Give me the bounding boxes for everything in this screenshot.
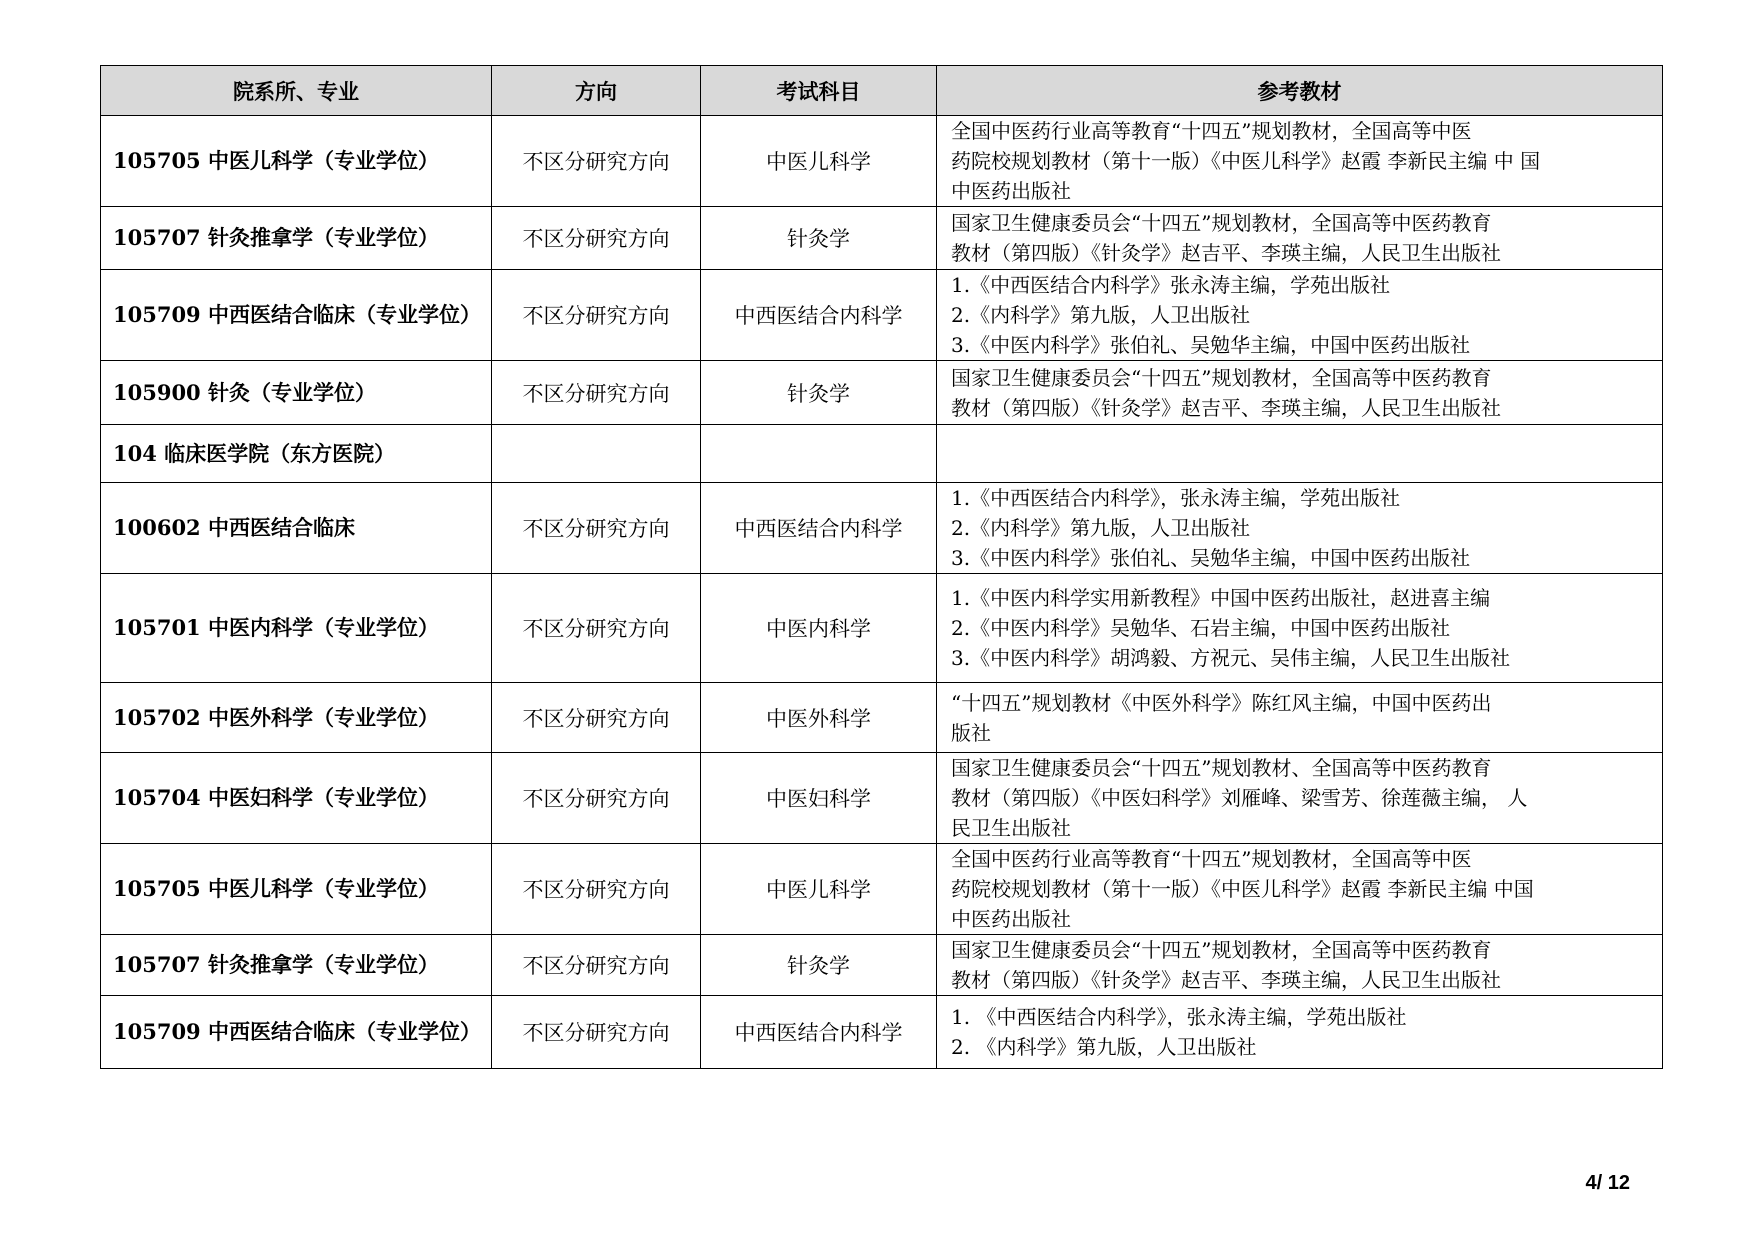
- textbook-line: 1. 《中西医结合内科学》，张永涛主编，学苑出版社: [951, 1005, 1407, 1029]
- direction-cell: [492, 425, 701, 483]
- major-cell: 105707 针灸推拿学（专业学位）: [101, 935, 492, 996]
- textbook-line: 版社: [951, 720, 991, 745]
- textbook-line: 3.《中医内科学》张伯礼、吴勉华主编，中国中医药出版社: [951, 546, 1471, 570]
- textbook-line: 2.《内科学》第九版，人卫出版社: [951, 516, 1251, 540]
- subject-cell: 中医外科学: [701, 683, 937, 753]
- direction-cell: 不区分研究方向: [492, 270, 701, 361]
- subject-cell: 中医内科学: [701, 574, 937, 683]
- textbook-line: 国家卫生健康委员会“十四五”规划教材，全国高等中医药教育: [951, 365, 1492, 390]
- header-subject: 考试科目: [701, 66, 937, 116]
- textbooks-cell: [937, 844, 1663, 935]
- textbook-line: 2.《中医内科学》吴勉华、石岩主编，中国中医药出版社: [951, 616, 1451, 640]
- direction-cell: 不区分研究方向: [492, 844, 701, 935]
- major-cell: 105701 中医内科学（专业学位）: [101, 574, 492, 683]
- major-cell: 100602 中西医结合临床: [101, 483, 492, 574]
- table-row: [101, 996, 1663, 1069]
- subject-cell: 针灸学: [701, 207, 937, 270]
- textbook-line: 教材（第四版）《针灸学》赵吉平、李瑛主编，人民卫生出版社: [951, 395, 1501, 420]
- textbooks-cell: [937, 935, 1663, 996]
- textbook-line: 2.《内科学》第九版，人卫出版社: [951, 303, 1251, 327]
- header-major: 院系所、专业: [101, 66, 492, 116]
- direction-cell: 不区分研究方向: [492, 683, 701, 753]
- table-row: [101, 683, 1663, 753]
- direction-cell: 不区分研究方向: [492, 207, 701, 270]
- textbook-line: 3.《中医内科学》胡鸿毅、方祝元、吴伟主编，人民卫生出版社: [951, 646, 1511, 670]
- subject-cell: 中西医结合内科学: [701, 996, 937, 1069]
- major-cell: 105709 中西医结合临床（专业学位）: [101, 270, 492, 361]
- table-row: [101, 844, 1663, 935]
- table-header: [101, 66, 1663, 116]
- textbook-line: 国家卫生健康委员会“十四五”规划教材，全国高等中医药教育: [951, 938, 1492, 962]
- textbook-table: [100, 65, 1663, 1069]
- direction-cell: 不区分研究方向: [492, 116, 701, 207]
- direction-cell: 不区分研究方向: [492, 753, 701, 844]
- subject-cell: 针灸学: [701, 935, 937, 996]
- major-cell: 105705 中医儿科学（专业学位）: [101, 844, 492, 935]
- direction-cell: 不区分研究方向: [492, 574, 701, 683]
- header-direction: 方向: [492, 66, 701, 116]
- textbook-line: 2. 《内科学》第九版，人卫出版社: [951, 1035, 1257, 1059]
- textbooks-cell: [937, 361, 1663, 425]
- textbook-line: “十四五”规划教材《中医外科学》陈红风主编，中国中医药出: [951, 690, 1492, 715]
- major-cell: 105705 中医儿科学（专业学位）: [101, 116, 492, 207]
- textbooks-cell: [937, 683, 1663, 753]
- textbook-line: 中医药出版社: [951, 907, 1071, 931]
- table-row: [101, 425, 1663, 483]
- major-cell: 105702 中医外科学（专业学位）: [101, 683, 492, 753]
- textbook-line: 1.《中医内科学实用新教程》中国中医药出版社，赵进喜主编: [951, 586, 1491, 610]
- textbook-line: 国家卫生健康委员会“十四五”规划教材、全国高等中医药教育: [951, 756, 1492, 780]
- header-row: [101, 66, 1663, 116]
- table-row: [101, 270, 1663, 361]
- subject-cell: 中医儿科学: [701, 116, 937, 207]
- major-cell: 104 临床医学院（东方医院）: [101, 425, 492, 483]
- textbooks-cell: [937, 483, 1663, 574]
- direction-cell: 不区分研究方向: [492, 935, 701, 996]
- table-body: [101, 116, 1663, 1069]
- subject-cell: 中西医结合内科学: [701, 483, 937, 574]
- table-row: [101, 361, 1663, 425]
- subject-cell: 中西医结合内科学: [701, 270, 937, 361]
- textbooks-cell: [937, 996, 1663, 1069]
- textbook-line: 1.《中西医结合内科学》，张永涛主编，学苑出版社: [951, 486, 1401, 510]
- textbooks-cell: [937, 116, 1663, 207]
- textbook-line: 3.《中医内科学》张伯礼、吴勉华主编，中国中医药出版社: [951, 333, 1471, 357]
- table-row: [101, 574, 1663, 683]
- subject-cell: 针灸学: [701, 361, 937, 425]
- textbooks-cell: [937, 574, 1663, 683]
- table-row: [101, 207, 1663, 270]
- subject-cell: 中医儿科学: [701, 844, 937, 935]
- textbooks-cell: [937, 270, 1663, 361]
- direction-cell: 不区分研究方向: [492, 361, 701, 425]
- major-cell: 105709 中西医结合临床（专业学位）: [101, 996, 492, 1069]
- table-row: [101, 753, 1663, 844]
- major-cell: 105707 针灸推拿学（专业学位）: [101, 207, 492, 270]
- textbooks-cell: [937, 207, 1663, 270]
- textbook-line: 民卫生出版社: [951, 816, 1071, 840]
- textbook-line: 药院校规划教材（第十一版）《中医儿科学》赵霞 李新民主编 中国: [951, 877, 1534, 901]
- textbooks-cell: [937, 425, 1663, 483]
- textbook-line: 中医药出版社: [951, 179, 1071, 203]
- major-cell: 105704 中医妇科学（专业学位）: [101, 753, 492, 844]
- textbook-line: 教材（第四版）《针灸学》赵吉平、李瑛主编，人民卫生出版社: [951, 241, 1501, 265]
- textbook-line: 药院校规划教材（第十一版）《中医儿科学》赵霞 李新民主编 中 国: [951, 149, 1541, 173]
- textbook-line: 教材（第四版）《针灸学》赵吉平、李瑛主编，人民卫生出版社: [951, 968, 1501, 992]
- major-cell: 105900 针灸（专业学位）: [101, 361, 492, 425]
- table-row: [101, 483, 1663, 574]
- textbook-line: 国家卫生健康委员会“十四五”规划教材，全国高等中医药教育: [951, 211, 1492, 235]
- textbook-line: 教材（第四版）《中医妇科学》刘雁峰、梁雪芳、徐莲薇主编， 人: [951, 786, 1528, 810]
- page-number: 4/ 12: [1585, 1172, 1630, 1194]
- header-textbooks: 参考教材: [937, 66, 1663, 116]
- textbook-line: 1.《中西医结合内科学》张永涛主编，学苑出版社: [951, 273, 1391, 297]
- subject-cell: [701, 425, 937, 483]
- direction-cell: 不区分研究方向: [492, 483, 701, 574]
- table-row: [101, 935, 1663, 996]
- table-row: [101, 116, 1663, 207]
- subject-cell: 中医妇科学: [701, 753, 937, 844]
- textbook-line: 全国中医药行业高等教育“十四五”规划教材，全国高等中医: [951, 847, 1472, 871]
- textbook-line: 全国中医药行业高等教育“十四五”规划教材，全国高等中医: [951, 119, 1472, 143]
- textbooks-cell: [937, 753, 1663, 844]
- direction-cell: 不区分研究方向: [492, 996, 701, 1069]
